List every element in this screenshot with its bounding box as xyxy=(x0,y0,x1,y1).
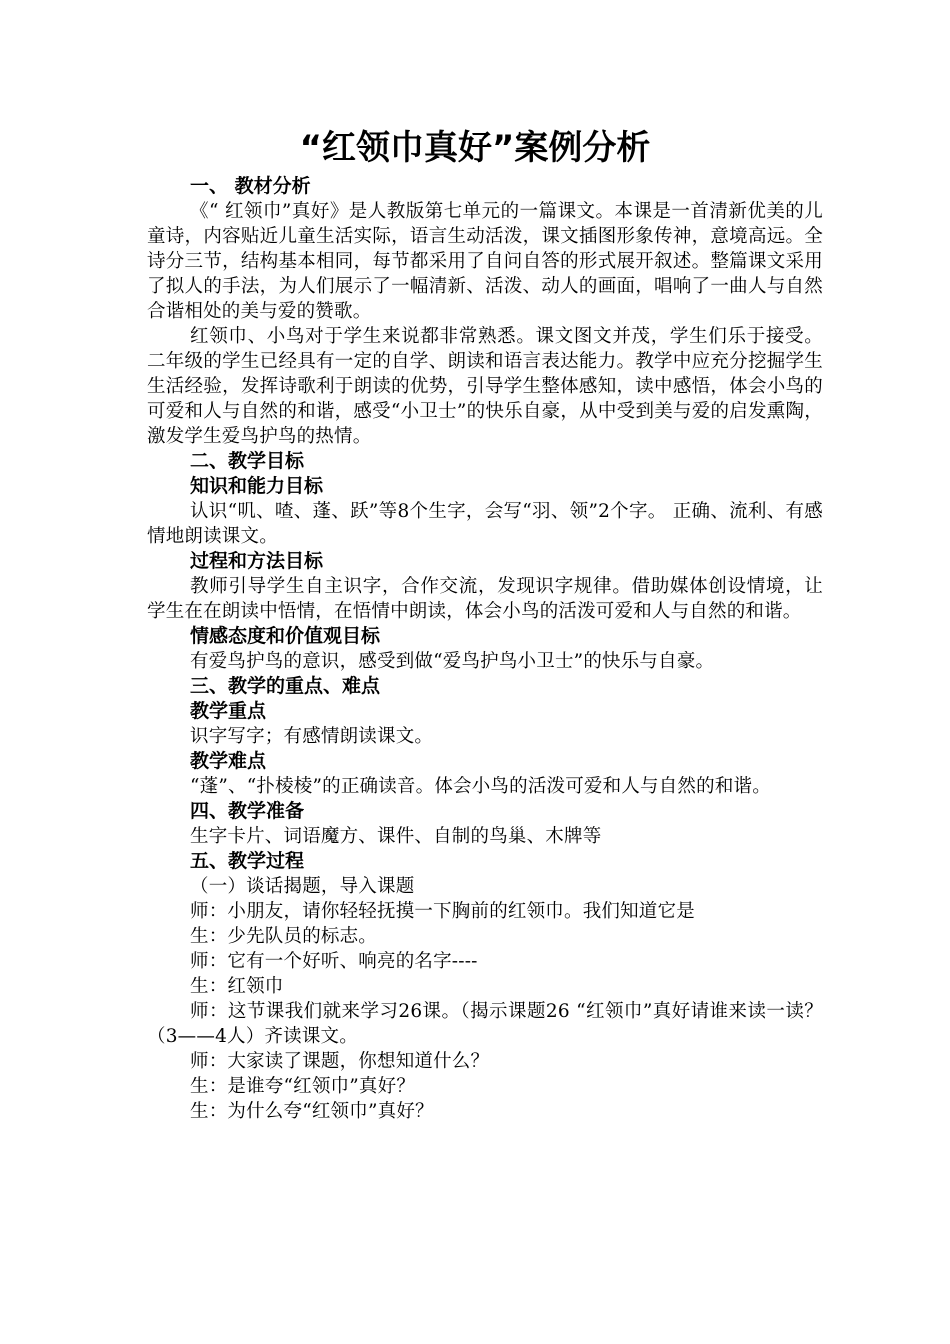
process-step-1: （一）谈话揭题，导入课题 xyxy=(190,876,415,897)
section-heading-goals: 二、教学目标 xyxy=(190,450,305,472)
paragraph-materials-1: 《“ 红领巾”真好》是人教版第七单元的一篇课文。本课是一首清新优美的儿童诗，内容贴近儿童生活实际，语言生动活泼，课文插图形象传神，意境高远。全诗分三节，结构基本相同，每节都采用了自问自答的形式展开叙述。整篇课文采用了拟人的手法，为人们展示了一幅清新、活泼、动人的画面，唱响了一曲人与自然合谐相处的美与爱的赞歌。 xyxy=(147,201,823,322)
dialogue-line: 师：小朋友，请你轻轻抚摸一下胸前的红领巾。我们知道它是 xyxy=(190,901,695,922)
paragraph-knowledge-goal: 认识“叽、喳、蓬、跃”等8个生字，会写“羽、领”2个字。 正确、流利、有感情地朗读课文。 xyxy=(147,501,823,547)
dialogue-line: 师：这节课我们就来学习26课。（揭示课题26 “红领巾”真好请谁来读一读？（3——4人）齐读课文。 xyxy=(147,1001,823,1047)
paragraph-materials-2: 红领巾、小鸟对于学生来说都非常熟悉。课文图文并茂，学生们乐于接受。二年级的学生已经具有一定的自学、朗读和语言表达能力。教学中应充分挖掘学生生活经验，发挥诗歌利于朗读的优势，引导学生整体感知，读中感悟，体会小鸟的可爱和人与自然的和谐，感受“小卫士”的快乐自豪，从中受到美与爱的启发熏陶，激发学生爱鸟护鸟的热情。 xyxy=(147,326,823,447)
paragraph-process-goal: 教师引导学生自主识字，合作交流，发现识字规律。借助媒体创设情境，让学生在在朗读中悟情，在悟情中朗读，体会小鸟的活泼可爱和人与自然的和谐。 xyxy=(147,576,823,622)
subheading-process-goal: 过程和方法目标 xyxy=(190,550,324,572)
paragraph-difficulty: “蓬”、“扑棱棱”的正确读音。体会小鸟的活泼可爱和人与自然的和谐。 xyxy=(190,776,771,797)
dialogue-line: 生：红领巾 xyxy=(190,976,284,997)
dialogue-line: 生：少先队员的标志。 xyxy=(190,926,378,947)
paragraph-preparation: 生字卡片、词语魔方、课件、自制的鸟巢、木牌等 xyxy=(190,826,602,847)
section-heading-key-points: 三、教学的重点、难点 xyxy=(190,675,381,697)
dialogue-line: 师：它有一个好听、响亮的名字---- xyxy=(190,951,478,972)
dialogue-line: 师：大家读了课题，你想知道什么？ xyxy=(190,1051,490,1072)
paragraph-attitude-goal: 有爱鸟护鸟的意识，感受到做“爱鸟护鸟小卫士”的快乐与自豪。 xyxy=(190,651,715,672)
subheading-attitude-goal: 情感态度和价值观目标 xyxy=(190,625,381,647)
dialogue-line: 生：为什么夸“红领巾”真好？ xyxy=(190,1101,434,1122)
subheading-difficulty: 教学难点 xyxy=(190,750,267,772)
subheading-knowledge-goal: 知识和能力目标 xyxy=(190,475,324,497)
document-body xyxy=(147,174,823,1124)
subheading-key-point: 教学重点 xyxy=(190,700,267,722)
dialogue-line: 生：是谁夸“红领巾”真好？ xyxy=(190,1076,416,1097)
section-heading-preparation: 四、教学准备 xyxy=(190,800,305,822)
document-title: “红领巾真好”案例分析 xyxy=(299,128,651,168)
section-heading-materials: 一、 教材分析 xyxy=(190,175,311,197)
paragraph-key-point: 识字写字；有感情朗读课文。 xyxy=(190,726,434,747)
section-heading-process: 五、教学过程 xyxy=(190,850,305,872)
